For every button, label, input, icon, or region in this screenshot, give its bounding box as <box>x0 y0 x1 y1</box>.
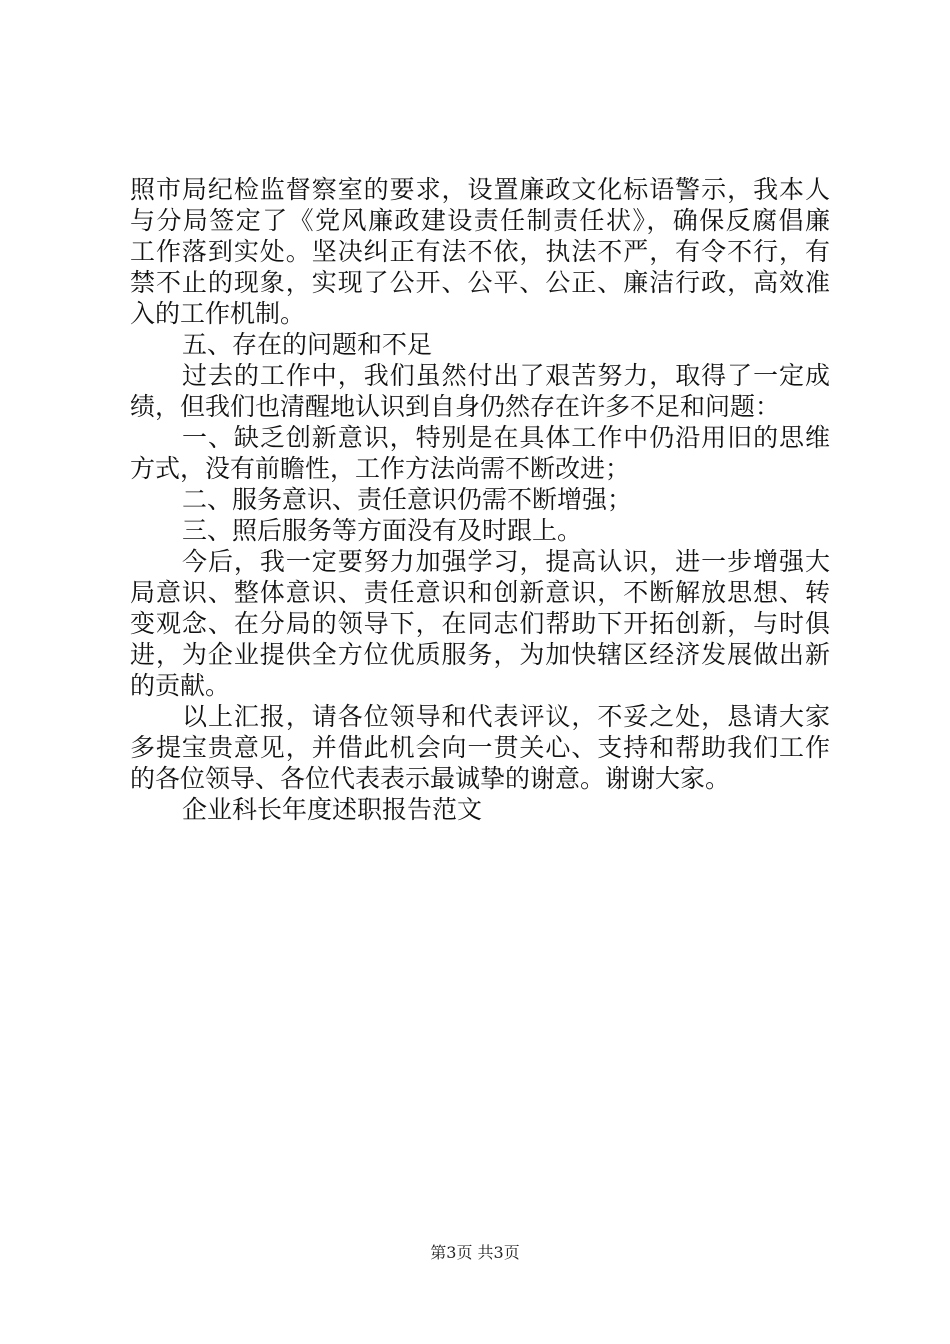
page-footer: 第3页 共3页 <box>430 1243 520 1262</box>
text-line: 绩，但我们也清醒地认识到自身仍然存在许多不足和问题： <box>130 392 781 421</box>
text-line: 方式，没有前瞻性，工作方法尚需不断改进； <box>130 454 631 483</box>
text-line: 今后，我一定要努力加强学习，提高认识，进一步增强大 <box>182 547 830 576</box>
text-line: 企业科长年度述职报告范文 <box>182 795 483 824</box>
text-line: 五、存在的问题和不足 <box>182 330 433 359</box>
text-line: 工作落到实处。坚决纠正有法不依，执法不严，有令不行，有 <box>130 237 830 266</box>
document-body <box>130 174 830 825</box>
text-line: 过去的工作中，我们虽然付出了艰苦努力，取得了一定成 <box>182 361 830 390</box>
text-line: 进，为企业提供全方位优质服务，为加快辖区经济发展做出新 <box>130 640 830 669</box>
text-line: 与分局签定了《党风廉政建设责任制责任状》，确保反腐倡廉 <box>130 206 830 235</box>
text-line: 禁不止的现象，实现了公开、公平、公正、廉洁行政，高效准 <box>130 268 830 297</box>
text-line: 的贡献。 <box>130 671 231 700</box>
text-line: 多提宝贵意见，并借此机会向一贯关心、支持和帮助我们工作 <box>130 733 830 762</box>
text-line: 二、服务意识、责任意识仍需不断增强； <box>182 485 633 514</box>
text-line: 一、缺乏创新意识，特别是在具体工作中仍沿用旧的思维 <box>182 423 830 452</box>
text-line: 变观念、在分局的领导下，在同志们帮助下开拓创新，与时俱 <box>130 609 830 638</box>
text-line: 照市局纪检监督察室的要求，设置廉政文化标语警示，我本人 <box>130 175 830 204</box>
text-line: 以上汇报，请各位领导和代表评议，不妥之处，恳请大家 <box>182 702 830 731</box>
text-line: 三、照后服务等方面没有及时跟上。 <box>182 516 583 545</box>
text-line: 的各位领导、各位代表表示最诚挚的谢意。谢谢大家。 <box>130 764 731 793</box>
text-line: 局意识、整体意识、责任意识和创新意识，不断解放思想、转 <box>130 578 830 607</box>
text-line: 入的工作机制。 <box>130 299 306 328</box>
